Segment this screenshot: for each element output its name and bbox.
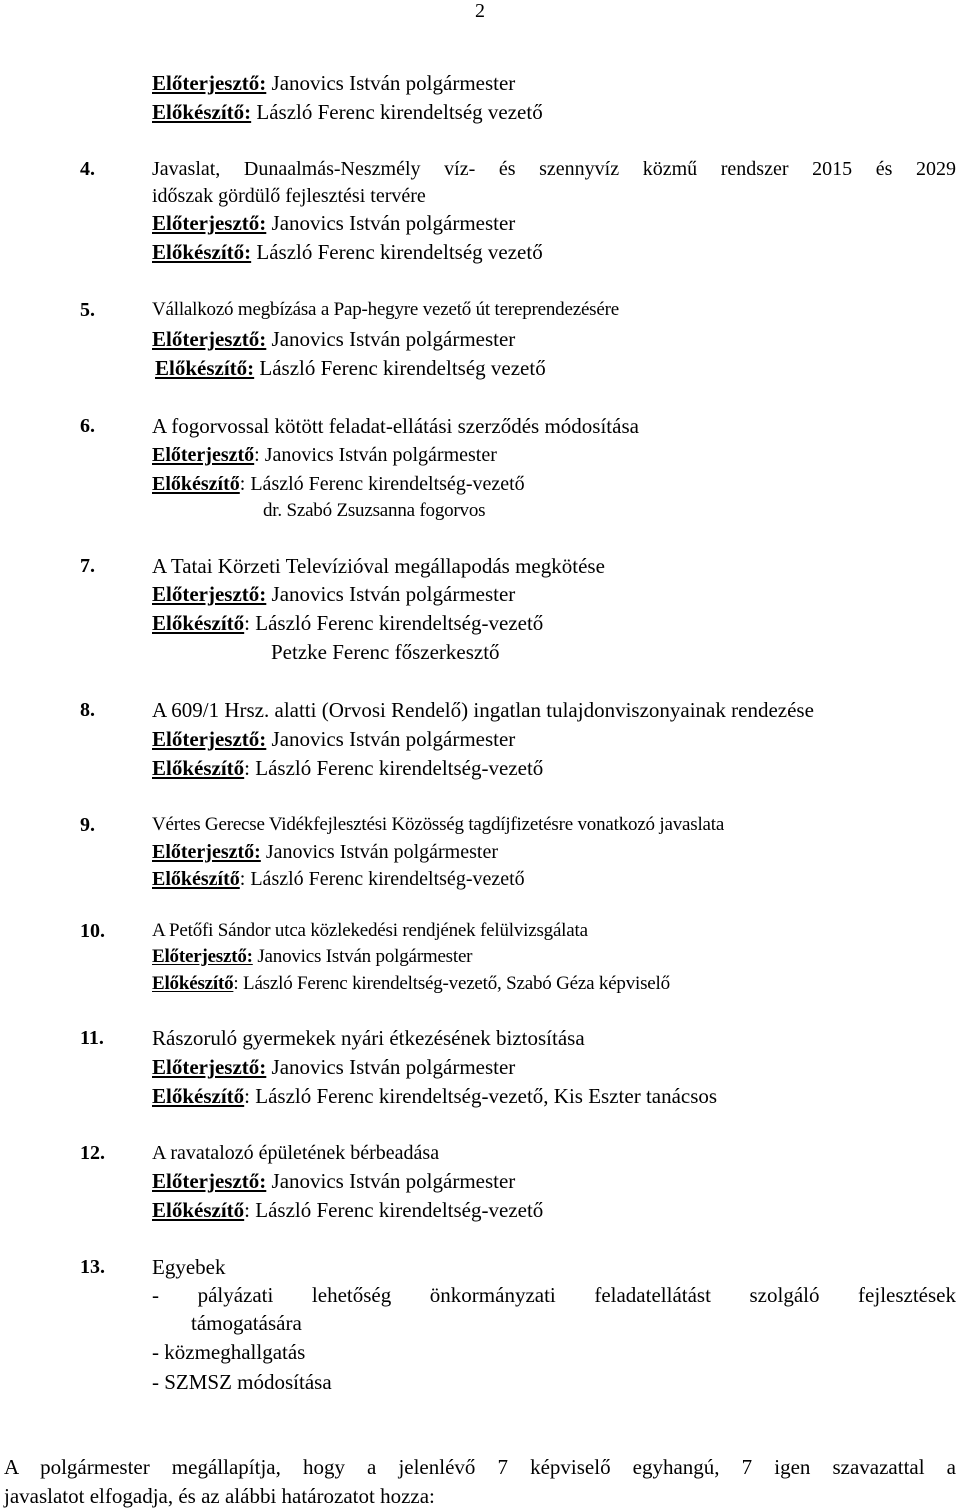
- presenter-name: Janovics István polgármester: [265, 841, 498, 863]
- presenter-name: Janovics István polgármester: [271, 582, 516, 606]
- presenter-label: Előterjesztő:: [152, 71, 267, 95]
- presenter-colon: :: [254, 444, 260, 466]
- item-number: 10.: [80, 920, 105, 942]
- co-preparer: dr. Szabó Zsuzsanna fogorvos: [263, 500, 486, 521]
- item-title: Vállalkozó megbízása a Pap-hegyre vezető út tereprendezésére: [152, 299, 619, 320]
- presenter-label: Előterjesztő:: [152, 1169, 267, 1193]
- closing-paragraph-continued: javaslatot elfogadja, és az alábbi határozatot hozza:: [4, 1484, 435, 1508]
- presenter-name: Janovics István polgármester: [264, 444, 497, 466]
- preparer-name: László Ferenc kirendeltség-vezető, Kis Eszter tanácsos: [255, 1084, 718, 1108]
- preparer-colon: :: [239, 868, 246, 890]
- preparer-label: Előkészítő: [152, 1084, 245, 1108]
- presenter-line: [152, 210, 515, 236]
- preparer-label: Előkészítő:: [152, 240, 252, 264]
- item-number: 4.: [80, 158, 95, 180]
- preparer-name: László Ferenc kirendeltség vezető: [259, 356, 546, 380]
- presenter-line: [152, 70, 515, 96]
- preparer-line: [155, 355, 546, 381]
- presenter-name: Janovics István polgármester: [257, 946, 473, 967]
- presenter-label: Előterjesztő:: [152, 1055, 267, 1079]
- presenter-label: Előterjesztő:: [152, 582, 267, 606]
- co-preparer: Petzke Ferenc főszerkesztő: [271, 640, 500, 664]
- item-title: Rászoruló gyermekek nyári étkezésének biztosítása: [152, 1026, 585, 1050]
- item-title: A Petőfi Sándor utca közlekedési rendjének felülvizsgálata: [152, 920, 588, 941]
- other-item: - közmeghallgatás: [152, 1340, 306, 1364]
- item-title: A 609/1 Hrsz. alatti (Orvosi Rendelő) ingatlan tulajdonviszonyainak rendezése: [152, 698, 814, 722]
- preparer-label: Előkészítő: [152, 1198, 245, 1222]
- presenter-label: Előterjesztő:: [152, 727, 267, 751]
- item-number: 5.: [80, 299, 95, 321]
- presenter-name: Janovics István polgármester: [271, 727, 516, 751]
- item-number: 8.: [80, 699, 95, 721]
- item-title: Egyebek: [152, 1255, 226, 1279]
- presenter-line: [152, 839, 498, 865]
- preparer-label: Előkészítő:: [152, 100, 252, 124]
- preparer-name: László Ferenc kirendeltség vezető: [256, 240, 543, 264]
- preparer-label: Előkészítő: [152, 473, 240, 495]
- preparer-colon: :: [244, 1198, 251, 1222]
- preparer-line: [152, 239, 543, 265]
- preparer-line: [152, 1083, 717, 1109]
- preparer-line: [152, 866, 525, 892]
- item-number: 9.: [80, 814, 95, 836]
- item-number: 6.: [80, 415, 95, 437]
- preparer-label: Előkészítő: [152, 973, 234, 994]
- presenter-label: Előterjesztő:: [152, 841, 261, 863]
- item-title: A fogorvossal kötött feladat-ellátási szerződés módosítása: [152, 414, 639, 438]
- preparer-name: László Ferenc kirendeltség-vezető, Szabó Géza képviselő: [243, 973, 670, 994]
- preparer-colon: :: [244, 611, 251, 635]
- item-number: 13.: [80, 1256, 105, 1278]
- presenter-line: [152, 581, 515, 607]
- preparer-line: [152, 1197, 543, 1223]
- preparer-name: László Ferenc kirendeltség-vezető: [255, 756, 544, 780]
- preparer-label: Előkészítő:: [155, 356, 255, 380]
- item-title: A ravatalozó épületének bérbeadása: [152, 1142, 440, 1164]
- other-item: - pályázati lehetőség önkormányzati feladatellátást szolgáló fejlesztések: [152, 1283, 956, 1307]
- presenter-label: Előterjesztő: [152, 444, 255, 466]
- presenter-name: Janovics István polgármester: [271, 1169, 516, 1193]
- preparer-label: Előkészítő: [152, 756, 245, 780]
- preparer-name: László Ferenc kirendeltség-vezető: [255, 1198, 544, 1222]
- presenter-label: Előterjesztő:: [152, 327, 267, 351]
- preparer-name: László Ferenc kirendeltség vezető: [256, 100, 543, 124]
- preparer-label: Előkészítő: [152, 611, 245, 635]
- preparer-line: [152, 99, 543, 125]
- presenter-name: Janovics István polgármester: [271, 327, 516, 351]
- presenter-name: Janovics István polgármester: [271, 1055, 516, 1079]
- presenter-name: Janovics István polgármester: [271, 211, 516, 235]
- presenter-label: Előterjesztő:: [152, 211, 267, 235]
- item-title: Javaslat, Dunaalmás-Neszmély víz- és szennyvíz közmű rendszer 2015 és 2029: [152, 158, 956, 180]
- preparer-colon: :: [239, 473, 246, 495]
- item-number: 11.: [80, 1027, 104, 1049]
- item-number: 12.: [80, 1142, 105, 1164]
- presenter-line: [152, 1054, 515, 1080]
- item-title: Vértes Gerecse Vidékfejlesztési Közösség tagdíjfizetésre vonatkozó javaslata: [152, 814, 725, 835]
- presenter-line: [152, 726, 515, 752]
- preparer-line: [152, 755, 543, 781]
- preparer-line: [152, 971, 670, 997]
- preparer-label: Előkészítő: [152, 868, 240, 890]
- preparer-colon: :: [233, 973, 239, 994]
- item-title-continued: időszak gördülő fejlesztési tervére: [152, 185, 426, 207]
- preparer-name: László Ferenc kirendeltség-vezető: [250, 473, 525, 495]
- other-item: - SZMSZ módosítása: [152, 1370, 332, 1394]
- preparer-colon: :: [244, 1084, 251, 1108]
- preparer-line: [152, 610, 543, 636]
- presenter-line: [152, 326, 515, 352]
- presenter-label: Előterjesztő:: [152, 946, 253, 967]
- presenter-line: [152, 1168, 515, 1194]
- item-title: A Tatai Körzeti Televízióval megállapodás megkötése: [152, 554, 605, 578]
- preparer-line: [152, 471, 525, 497]
- other-item-continued: támogatására: [191, 1311, 302, 1335]
- preparer-name: László Ferenc kirendeltség-vezető: [250, 868, 525, 890]
- presenter-line: [152, 442, 497, 468]
- item-number: 7.: [80, 555, 95, 577]
- closing-paragraph: A polgármester megállapítja, hogy a jelenlévő 7 képviselő egyhangú, 7 igen szavazattal a: [4, 1455, 956, 1479]
- page-number: 2: [475, 0, 485, 22]
- presenter-line: [152, 944, 472, 970]
- preparer-colon: :: [244, 756, 251, 780]
- presenter-name: Janovics István polgármester: [271, 71, 516, 95]
- preparer-name: László Ferenc kirendeltség-vezető: [255, 611, 544, 635]
